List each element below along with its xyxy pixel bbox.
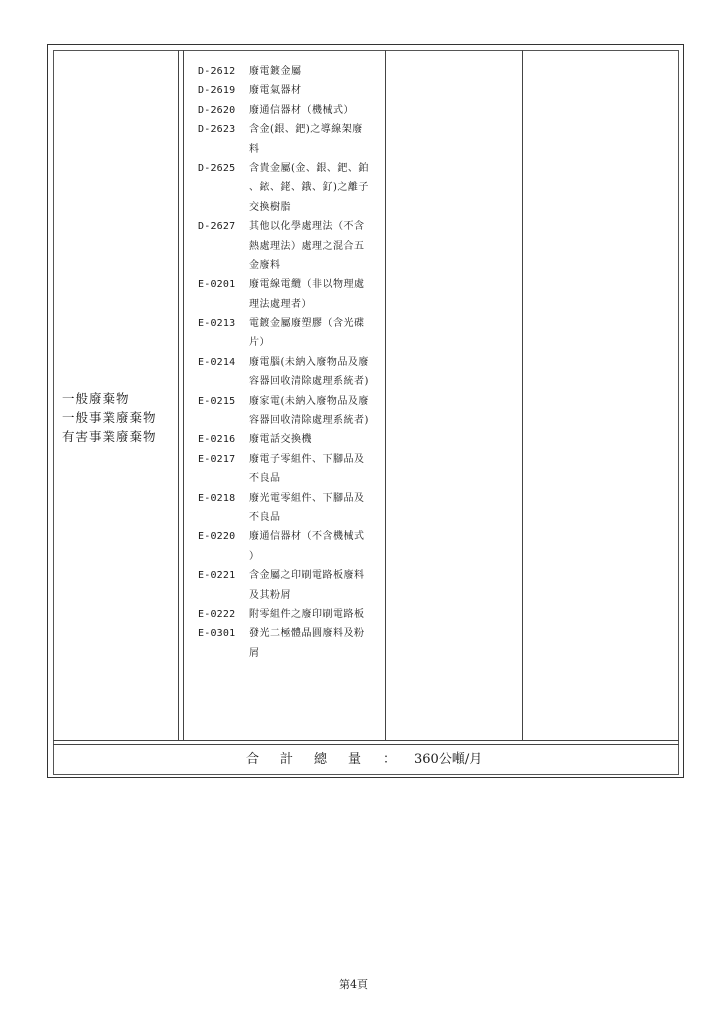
waste-description: 屑 bbox=[249, 647, 260, 659]
column-divider-1b bbox=[183, 50, 184, 740]
category-line: 有害事業廢棄物 bbox=[62, 429, 157, 444]
category-line: 一般事業廢棄物 bbox=[62, 410, 157, 425]
waste-item-line bbox=[198, 624, 388, 643]
total-colon: ： bbox=[383, 752, 397, 767]
waste-description: 不良品 bbox=[249, 473, 281, 485]
waste-item-line bbox=[198, 275, 388, 294]
waste-code: E-0217 bbox=[198, 453, 236, 465]
waste-code: D-2620 bbox=[198, 104, 236, 116]
waste-code: E-0213 bbox=[198, 318, 236, 330]
column-divider-3 bbox=[522, 50, 523, 740]
waste-description: 交換樹脂 bbox=[249, 201, 291, 213]
waste-description: 廢電子零組件、下腳品及 bbox=[249, 453, 365, 465]
waste-description: 其他以化學處理法（不含 bbox=[249, 221, 365, 233]
waste-code: E-0201 bbox=[198, 279, 236, 291]
waste-description: 含金屬之印刷電路板廢料 bbox=[249, 570, 365, 582]
total-row-divider bbox=[53, 740, 679, 741]
waste-item-line bbox=[198, 430, 388, 449]
waste-item-line bbox=[198, 333, 388, 352]
total-value: 360公噸/月 bbox=[414, 752, 483, 767]
waste-description: 容器回收清除處理系統者) bbox=[249, 415, 369, 427]
waste-code: D-2627 bbox=[198, 221, 236, 233]
waste-item-line bbox=[198, 256, 388, 275]
waste-item-line bbox=[198, 527, 388, 546]
waste-description: 附零組件之廢印刷電路板 bbox=[249, 608, 365, 620]
waste-item-line bbox=[198, 314, 388, 333]
waste-item-line bbox=[198, 566, 388, 585]
waste-item-line bbox=[198, 237, 388, 256]
waste-item-line bbox=[198, 547, 388, 566]
waste-item-line bbox=[198, 178, 388, 197]
waste-description: 電鍍金屬廢塑膠（含光碟 bbox=[249, 318, 365, 330]
waste-item-line bbox=[198, 644, 388, 663]
category-line: 一般廢棄物 bbox=[62, 391, 130, 406]
waste-description: 廢電腦(未納入廢物品及廢 bbox=[249, 356, 369, 368]
waste-item-line bbox=[198, 508, 388, 527]
waste-item-line bbox=[198, 62, 388, 81]
waste-description: 片） bbox=[249, 337, 270, 349]
waste-category bbox=[62, 389, 172, 446]
waste-code: E-0214 bbox=[198, 356, 236, 368]
waste-code: E-0215 bbox=[198, 395, 236, 407]
waste-description: 廢家電(未納入廢物品及廢 bbox=[249, 395, 369, 407]
waste-description: 、銥、銠、鋨、釕)之離子 bbox=[249, 182, 369, 194]
waste-description: 金廢料 bbox=[249, 259, 281, 271]
waste-description: 廢通信器材（機械式） bbox=[249, 104, 354, 116]
total-row bbox=[53, 745, 679, 775]
waste-item-line bbox=[198, 392, 388, 411]
waste-item-line bbox=[198, 120, 388, 139]
waste-item-line bbox=[198, 198, 388, 217]
waste-description: 發光二極體晶圓廢料及粉 bbox=[249, 628, 365, 640]
waste-code: E-0221 bbox=[198, 570, 236, 582]
waste-code: D-2619 bbox=[198, 85, 236, 97]
waste-item-line bbox=[198, 295, 388, 314]
waste-description: 廢電鍍金屬 bbox=[249, 66, 302, 77]
total-label: 合計總量 bbox=[246, 752, 383, 767]
waste-item-line bbox=[198, 586, 388, 605]
waste-code: E-0220 bbox=[198, 531, 236, 543]
waste-item-line bbox=[198, 217, 388, 236]
waste-item-line bbox=[198, 140, 388, 159]
waste-code: E-0222 bbox=[198, 608, 236, 620]
waste-item-line bbox=[198, 372, 388, 391]
waste-code: E-0216 bbox=[198, 434, 236, 446]
waste-item-line bbox=[198, 469, 388, 488]
waste-description: ） bbox=[249, 550, 260, 562]
waste-code: D-2623 bbox=[198, 124, 236, 136]
waste-code: E-0301 bbox=[198, 628, 236, 640]
waste-description: 廢電話交換機 bbox=[249, 434, 312, 446]
waste-description: 熱處理法）處理之混合五 bbox=[249, 240, 365, 252]
waste-description: 廢電線電纜（非以物理處 bbox=[249, 279, 365, 291]
waste-description: 及其粉屑 bbox=[249, 589, 291, 601]
waste-item-line bbox=[198, 101, 388, 120]
waste-description: 含金(銀、鈀)之導線架廢 bbox=[249, 124, 363, 136]
waste-item-line bbox=[198, 605, 388, 624]
waste-description: 料 bbox=[249, 143, 260, 155]
waste-item-list bbox=[198, 62, 388, 663]
column-divider-1 bbox=[178, 50, 179, 740]
waste-code: E-0218 bbox=[198, 492, 236, 504]
waste-description: 廢電氣器材 bbox=[249, 85, 302, 97]
waste-item-line bbox=[198, 411, 388, 430]
waste-item-line bbox=[198, 353, 388, 372]
waste-code: D-2612 bbox=[198, 66, 236, 77]
waste-description: 不良品 bbox=[249, 511, 281, 523]
waste-item-line bbox=[198, 450, 388, 469]
waste-item-line bbox=[198, 489, 388, 508]
waste-description: 理法處理者） bbox=[249, 298, 312, 310]
waste-description: 含貴金屬(金、銀、鈀、鉑 bbox=[249, 162, 369, 174]
waste-description: 容器回收清除處理系統者) bbox=[249, 376, 369, 388]
waste-description: 廢通信器材（不含機械式 bbox=[249, 531, 365, 543]
waste-item-line bbox=[198, 159, 388, 178]
waste-description: 廢光電零組件、下腳品及 bbox=[249, 492, 365, 504]
waste-item-line bbox=[198, 81, 388, 100]
page-number: 第4頁 bbox=[339, 978, 368, 991]
waste-code: D-2625 bbox=[198, 162, 236, 174]
